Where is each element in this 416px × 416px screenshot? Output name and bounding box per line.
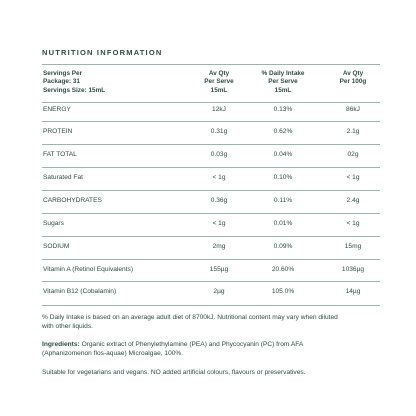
table-header [42,70,380,98]
divider [42,64,380,65]
ingredients-note: Ingredients: Organic extract of Phenylethylamine (PEA) and Phycocyanin (PC) from AFA (Aphanizomenon flos-aquae) Microalgae, 100%. [42,341,304,358]
table-row: FAT TOTAL 0.03g 0.04% 02g [43,151,359,158]
table-row: Sugars < 1g 0.01% < 1g [43,220,360,227]
table-row: Vitamin A (Retinol Equivalents) 155µg 20.60% 1036µg [43,266,365,273]
panel-title: NUTRITION INFORMATION [42,48,163,57]
table-row: SODIUM 2mg 0.09% 15mg [43,243,362,250]
divider [42,305,380,306]
table-row: ENERGY 12kJ 0.13% 86kJ [43,106,360,113]
servings-info: Servings Per Package: 31 Servings Size: 15mL [43,70,106,94]
table-row: Vitamin B12 (Cobalamin) 2µg 105.0% 14µg [43,288,361,295]
daily-intake-note: % Daily Intake is based on an average adult diet of 8700kJ. Nutritional content may vary when diluted with other liquids. [42,314,338,331]
suitability-note: Suitable for vegetarians and vegans. NO added artificial colours, flavours or preservatives. [42,369,306,376]
table-row: CARBOHYDRATES 0.36g 0.11% 2.4g [43,197,360,204]
header-per-serve: Av Qty Per Serve 15mL [204,70,234,94]
header-per-100g: Av Qty Per 100g [339,70,367,86]
table-row: Saturated Fat < 1g 0.10% < 1g [43,174,360,181]
table-row: PROTEIN 0.31g 0.62% 2.1g [43,128,360,135]
ingredients-label: Ingredients: [42,341,80,348]
header-daily-intake: % Daily Intake Per Serve 15mL [261,70,305,94]
